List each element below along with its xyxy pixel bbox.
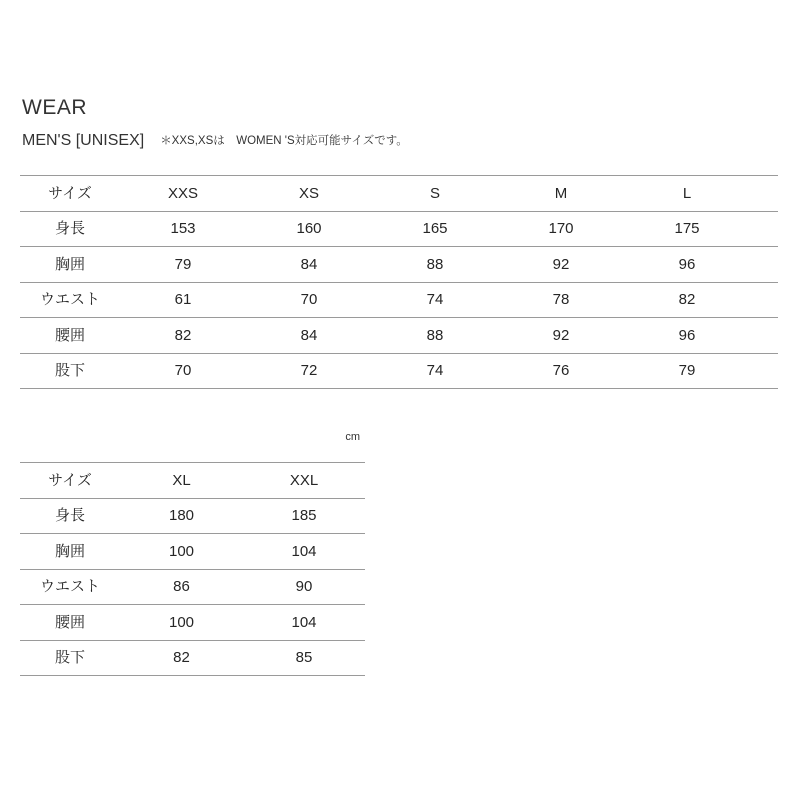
table-cell: 78 [498, 282, 624, 318]
table-row [20, 569, 365, 605]
table-cell: 76 [498, 353, 624, 389]
womens-size-note: ＊XXS,XSは WOMEN 'S対応可能サイズです。 [160, 135, 408, 147]
row-label: 胸囲 [20, 247, 120, 283]
size-table-extended [20, 462, 365, 676]
table-row [20, 282, 778, 318]
column-header: XS [246, 176, 372, 212]
table-row [20, 247, 778, 283]
table-cell: 104 [243, 534, 365, 570]
table-cell: 70 [120, 353, 246, 389]
size-table-main [20, 175, 778, 389]
row-label: 胸囲 [20, 534, 120, 570]
category-title: MEN'S [UNISEX] [22, 132, 145, 149]
table-cell: 104 [243, 605, 365, 641]
table-cell-padding [750, 282, 778, 318]
table-cell: 100 [120, 534, 243, 570]
table-cell-padding [750, 247, 778, 283]
table-cell: 74 [372, 282, 498, 318]
row-label: 腰囲 [20, 318, 120, 354]
table-row [20, 498, 365, 534]
column-header: XXS [120, 176, 246, 212]
row-label: 股下 [20, 640, 120, 676]
table-cell: 88 [372, 247, 498, 283]
table-cell: 84 [246, 247, 372, 283]
table-cell: 185 [243, 498, 365, 534]
table-cell: 90 [243, 569, 365, 605]
column-header: XL [120, 463, 243, 499]
table-row [20, 211, 778, 247]
category-line [22, 132, 408, 150]
table-cell: 79 [624, 353, 750, 389]
table-cell: 160 [246, 211, 372, 247]
row-label: ウエスト [20, 569, 120, 605]
table-row [20, 640, 365, 676]
table-cell: 82 [120, 318, 246, 354]
table-cell: 84 [246, 318, 372, 354]
table-cell: 96 [624, 247, 750, 283]
table-cell: 92 [498, 247, 624, 283]
table-row [20, 605, 365, 641]
row-label: 身長 [20, 498, 120, 534]
column-header: L [624, 176, 750, 212]
table-header-row [20, 463, 365, 499]
table-cell: 153 [120, 211, 246, 247]
table-cell: 85 [243, 640, 365, 676]
table-cell: 74 [372, 353, 498, 389]
page-title: WEAR [22, 96, 87, 119]
table-cell-padding [750, 211, 778, 247]
table-cell: 79 [120, 247, 246, 283]
table-row [20, 318, 778, 354]
table-cell: 70 [246, 282, 372, 318]
row-label: ウエスト [20, 282, 120, 318]
column-header: M [498, 176, 624, 212]
table-cell: 175 [624, 211, 750, 247]
table-cell-padding [750, 176, 778, 212]
table-cell: 82 [120, 640, 243, 676]
row-label: 腰囲 [20, 605, 120, 641]
table-cell: 92 [498, 318, 624, 354]
table-cell: 165 [372, 211, 498, 247]
table-cell: 72 [246, 353, 372, 389]
table-cell: 100 [120, 605, 243, 641]
table-cell: 180 [120, 498, 243, 534]
table-cell: 96 [624, 318, 750, 354]
table-row [20, 534, 365, 570]
table-cell-padding [750, 318, 778, 354]
table-cell: 82 [624, 282, 750, 318]
row-label: 身長 [20, 211, 120, 247]
column-header: S [372, 176, 498, 212]
table-cell-padding [750, 353, 778, 389]
row-label: 股下 [20, 353, 120, 389]
table-cell: 61 [120, 282, 246, 318]
table-cell: 170 [498, 211, 624, 247]
table-cell: 86 [120, 569, 243, 605]
unit-label: cm [345, 431, 360, 443]
column-header: サイズ [20, 463, 120, 499]
column-header: サイズ [20, 176, 120, 212]
column-header: XXL [243, 463, 365, 499]
table-header-row [20, 176, 778, 212]
table-cell: 88 [372, 318, 498, 354]
table-row [20, 353, 778, 389]
